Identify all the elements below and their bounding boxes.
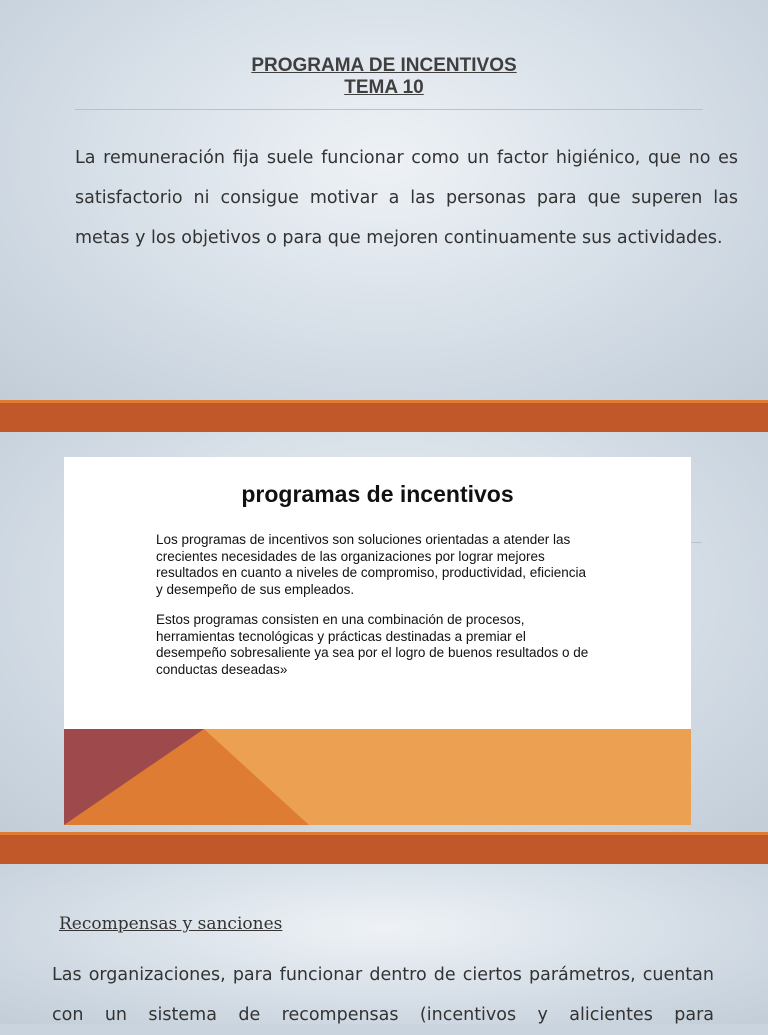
- slide-1: [0, 0, 768, 400]
- slide-3: [0, 864, 768, 1024]
- slide-title: [0, 55, 768, 99]
- title-line-1: PROGRAMA DE INCENTIVOS: [251, 55, 517, 76]
- card-title: programas de incentivos: [241, 481, 514, 507]
- slide-1-body: La remuneración fija suele funcionar como un factor higiénico, que no es satisfactorio ni consigue motivar a las personas para que superen las metas y los objetivos o para que mejoren continuamente sus actividades.: [75, 148, 738, 248]
- slide-separator-band: [0, 832, 768, 864]
- title-line-2: TEMA 10: [344, 77, 424, 98]
- section-heading: Recompensas y sanciones: [59, 914, 283, 934]
- card-paragraph-1: Los programas de incentivos son soluciones orientadas a atender las crecientes necesidades de las organizaciones por lograr mejores resultados en cuanto a niveles de compromiso, productividad, eficiencia y desempeño de sus empleados.: [156, 532, 586, 597]
- slide-separator-band: [0, 400, 768, 432]
- card-text: [156, 532, 596, 692]
- card-paragraph-2: Estos programas consisten en una combinación de procesos, herramientas tecnológicas y prácticas destinadas a premiar el desempeño sobresaliente ya sea por el logro de buenos resultados o de conductas deseadas»: [156, 612, 589, 677]
- embedded-slide-image: [64, 457, 691, 825]
- slide-2: [0, 432, 768, 832]
- slide-3-body: Las organizaciones, para funcionar dentro de ciertos parámetros, cuentan con un sistema de recompensas (incentivos y alicientes para: [52, 965, 714, 1025]
- decorative-triangles-graphic: [64, 729, 691, 825]
- title-divider: [75, 109, 703, 110]
